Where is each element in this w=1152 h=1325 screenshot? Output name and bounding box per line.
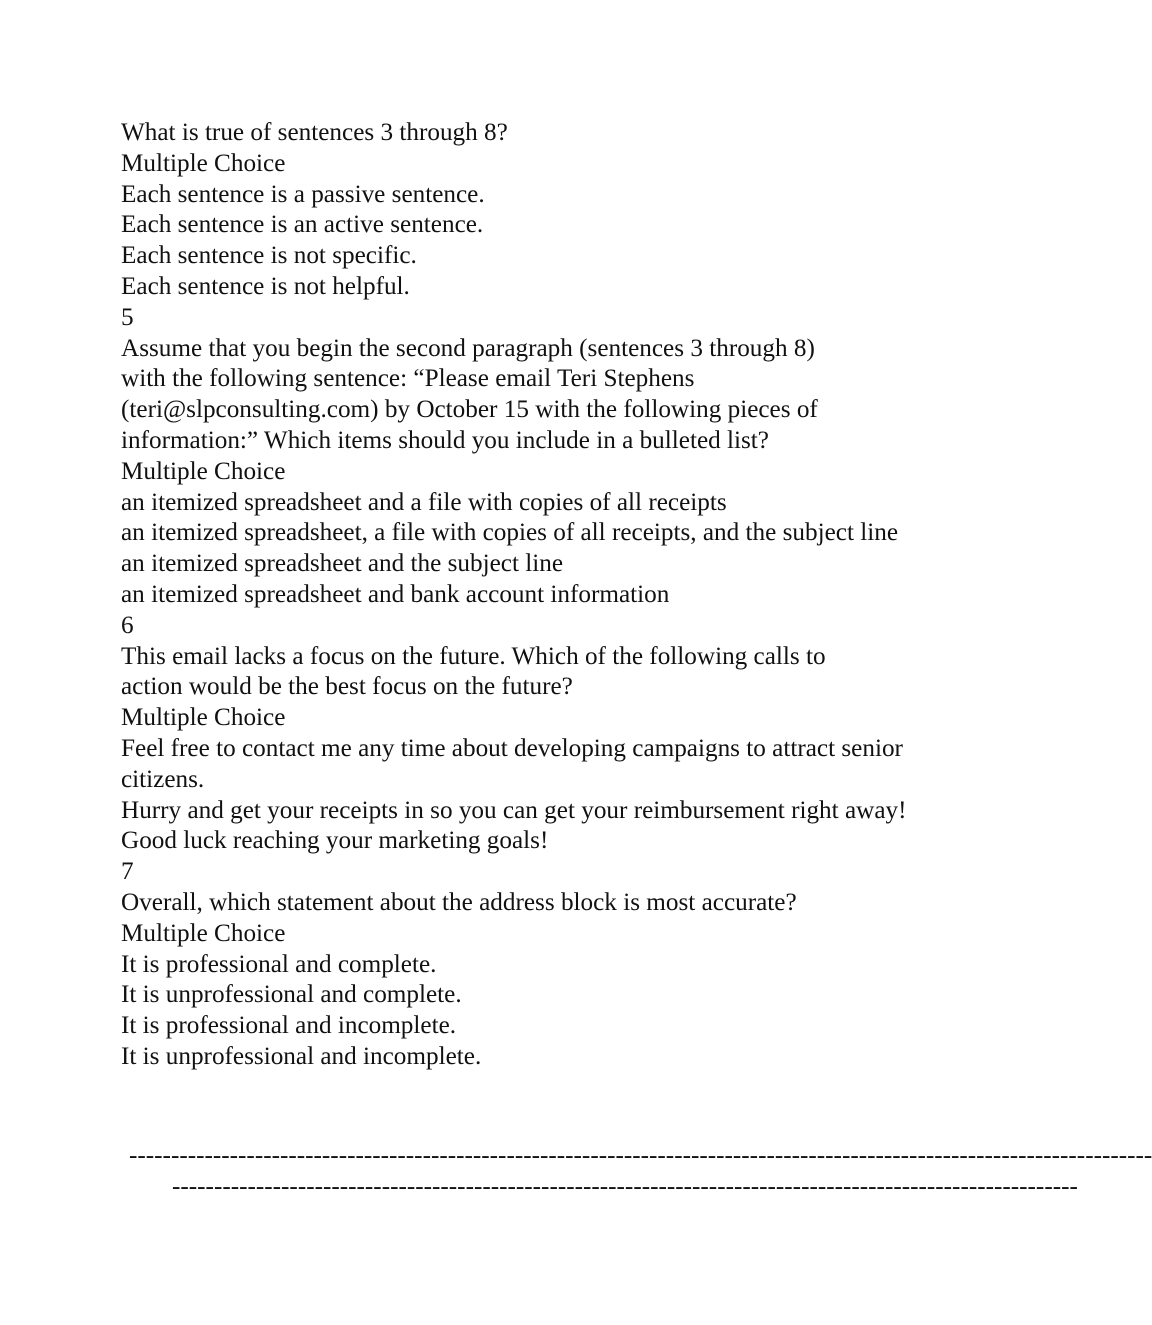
question-7-option-1: It is professional and complete. xyxy=(121,950,437,978)
question-5-number: 5 xyxy=(121,303,134,331)
question-6-type: Multiple Choice xyxy=(121,704,286,732)
document-page xyxy=(121,118,911,1073)
question-7-type: Multiple Choice xyxy=(121,919,286,947)
question-6-text-line-2: action would be the best focus on the future? xyxy=(121,673,573,701)
question-5-text-line-2: with the following sentence: “Please email Teri Stephens xyxy=(121,365,695,393)
question-4-text: What is true of sentences 3 through 8? xyxy=(121,119,508,146)
question-4-option-4: Each sentence is not helpful. xyxy=(121,272,410,300)
question-7-option-2: It is unprofessional and complete. xyxy=(121,981,462,1009)
question-6-text-line-1: This email lacks a focus on the future. Which of the following calls to xyxy=(121,642,826,670)
question-7-option-3: It is professional and incomplete. xyxy=(121,1012,457,1040)
question-5-text-line-1: Assume that you begin the second paragraph (sentences 3 through 8) xyxy=(121,334,815,362)
question-7-number: 7 xyxy=(121,858,134,886)
separator-line-2: ------------------------------------------------------------------------------------------------------------ xyxy=(172,1173,1078,1200)
question-4-option-2: Each sentence is an active sentence. xyxy=(121,211,484,239)
question-4-option-1: Each sentence is a passive sentence. xyxy=(121,180,485,208)
question-6-option-3: Good luck reaching your marketing goals! xyxy=(121,827,549,855)
separator-line-1: -------------------------------------------------------------------------------------------------------------------------- xyxy=(129,1142,1152,1169)
question-5-text-line-4: information:” Which items should you include in a bulleted list? xyxy=(121,426,769,454)
question-5-option-1: an itemized spreadsheet and a file with copies of all receipts xyxy=(121,488,727,516)
question-5-option-3: an itemized spreadsheet and the subject line xyxy=(121,550,564,578)
question-5-option-2: an itemized spreadsheet, a file with copies of all receipts, and the subject line xyxy=(121,519,899,547)
question-5-option-4: an itemized spreadsheet and bank account information xyxy=(121,580,670,608)
question-6-number: 6 xyxy=(121,611,134,639)
question-7-option-4: It is unprofessional and incomplete. xyxy=(121,1042,482,1070)
question-7-text: Overall, which statement about the address block is most accurate? xyxy=(121,888,797,916)
question-6-option-2: Hurry and get your receipts in so you can get your reimbursement right away! xyxy=(121,796,907,824)
question-5-type: Multiple Choice xyxy=(121,457,286,485)
question-6-option-1: Feel free to contact me any time about developing campaigns to attract senior citizens. xyxy=(121,734,903,793)
question-5-text-line-3: (teri@slpconsulting.com) by October 15 with the following pieces of xyxy=(121,396,818,424)
question-4-type: Multiple Choice xyxy=(121,149,286,177)
question-4-option-3: Each sentence is not specific. xyxy=(121,242,417,270)
